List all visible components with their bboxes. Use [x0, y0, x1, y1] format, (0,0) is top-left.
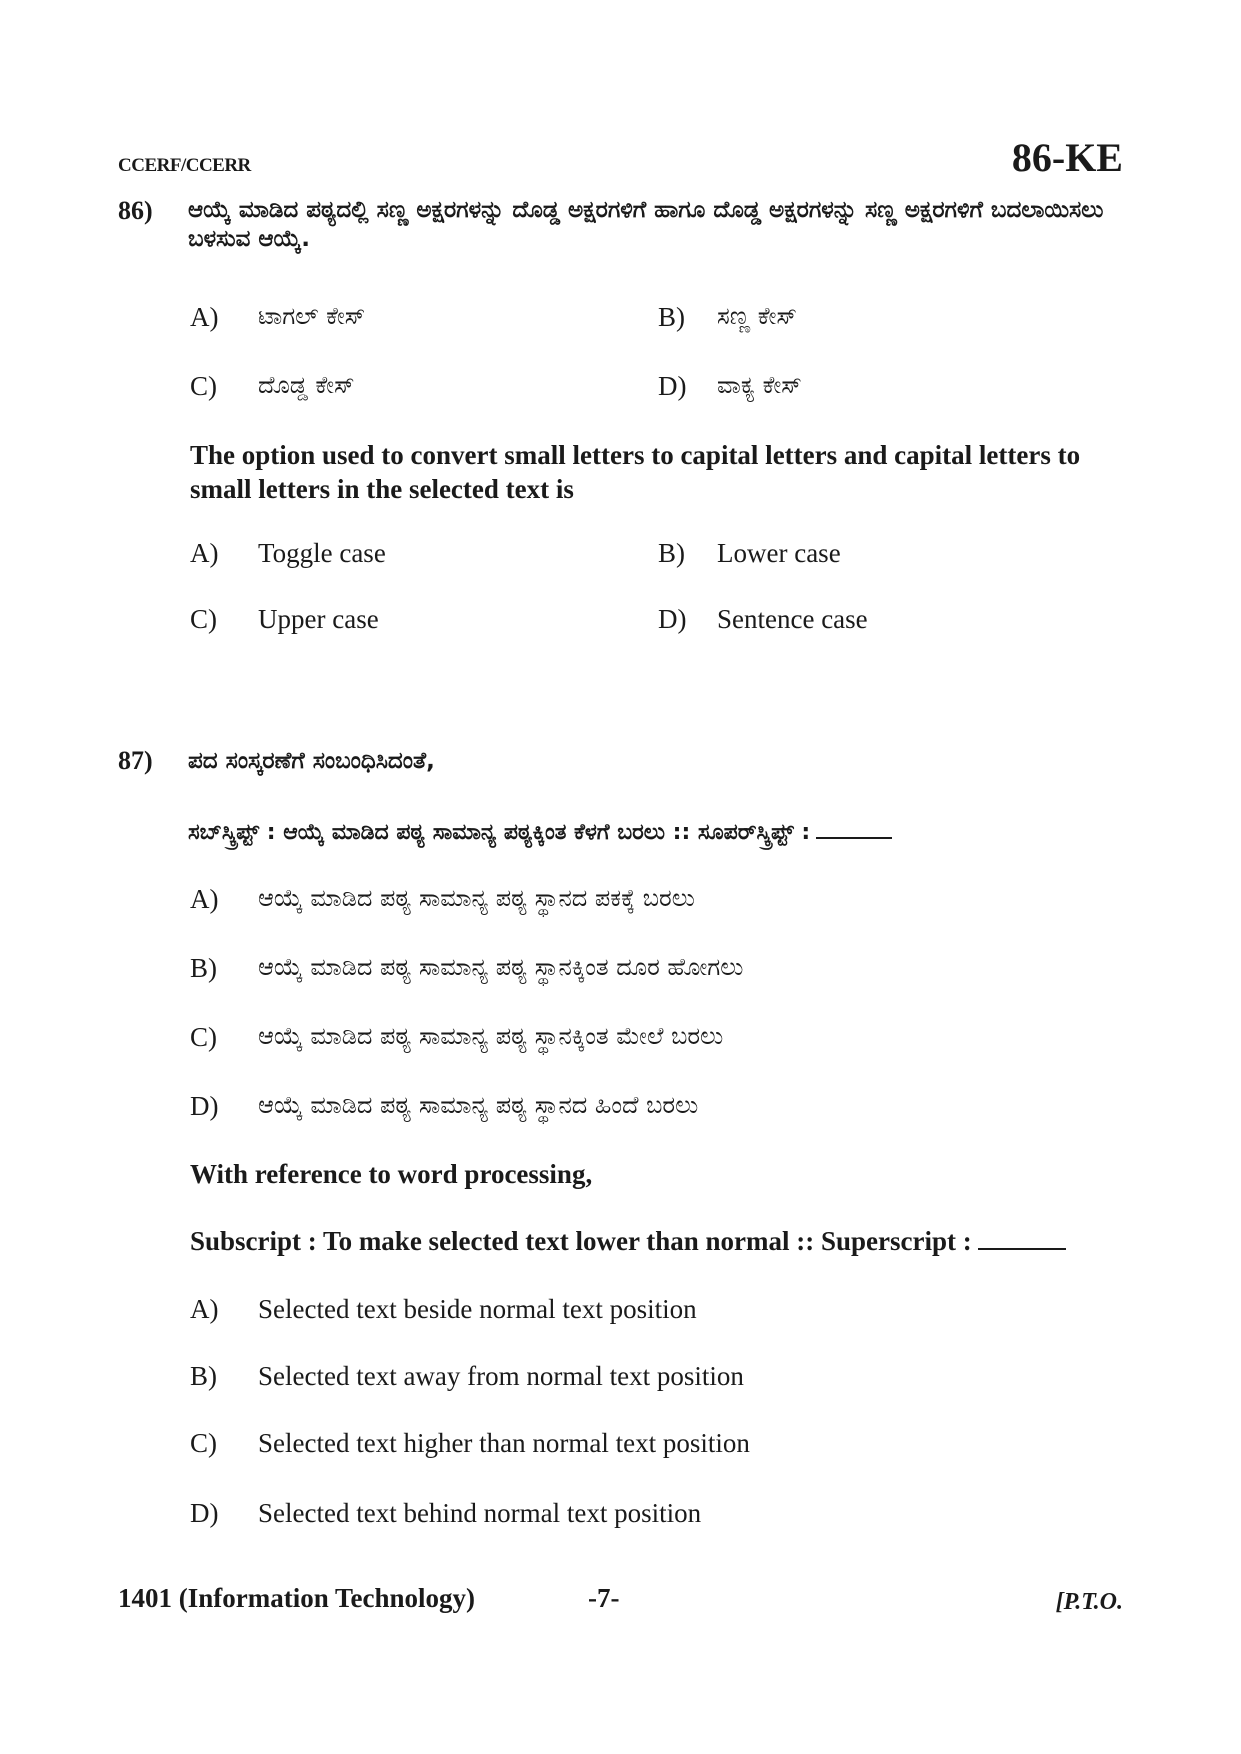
- question-87-number: 87): [118, 746, 153, 775]
- q87-en-option-d-letter: D): [190, 1498, 219, 1528]
- q87-en-option-a-letter: A): [190, 1294, 219, 1324]
- q86-en-option-a-letter: A): [190, 538, 219, 568]
- answer-blank: [816, 815, 892, 839]
- q86-kn-option-d: ವಾಕ್ಯ ಕೇಸ್: [717, 371, 802, 399]
- question-87-kannada-analogy-line: [188, 815, 1123, 845]
- q87-en-option-b: Selected text away from normal text position: [258, 1361, 744, 1391]
- question-87-english-intro: With reference to word processing,: [190, 1159, 593, 1189]
- q86-en-option-c: Upper case: [258, 604, 379, 634]
- q87-en-option-c-letter: C): [190, 1428, 217, 1458]
- q87-en-option-c: Selected text higher than normal text position: [258, 1428, 750, 1458]
- q86-kn-option-a: ಟಾಗಲ್ ಕೇಸ್: [258, 302, 366, 330]
- q86-en-option-b-letter: B): [658, 538, 685, 568]
- q87-kn-option-d: ಆಯ್ಕೆ ಮಾಡಿದ ಪಠ್ಯ ಸಾಮಾನ್ಯ ಪಠ್ಯ ಸ್ಥಾನದ ಹಿಂದೆ ಬರಲು: [258, 1091, 699, 1119]
- paper-code-right: 86-KE: [1011, 135, 1123, 180]
- footer-subject: 1401 (Information Technology): [118, 1583, 476, 1613]
- q86-en-option-b: Lower case: [717, 538, 841, 568]
- q87-kn-option-a: ಆಯ್ಕೆ ಮಾಡಿದ ಪಠ್ಯ ಸಾಮಾನ್ಯ ಪಠ್ಯ ಸ್ಥಾನದ ಪಕಕ್ಕೆ ಬರಲು: [258, 884, 695, 912]
- question-87-kannada-analogy: ಸಬ್‌ಸ್ಕ್ರಿಪ್ಟ್ : ಆಯ್ಕೆ ಮಾಡಿದ ಪಠ್ಯ ಸಾಮಾನ್ಯ ಪಠ್ಯಕ್ಕಿಂತ ಕೆಳಗೆ ಬರಲು :: ಸೂಪರ್‌ಸ್ಕ್ರಿಪ್ಟ್ :: [188, 820, 811, 845]
- q86-en-option-a: Toggle case: [258, 538, 386, 568]
- q86-en-option-d-letter: D): [658, 604, 687, 634]
- footer-pto: [P.T.O.: [1055, 1589, 1123, 1615]
- paper-code-left: CCERF/CCERR: [118, 155, 251, 176]
- q87-kn-option-c-letter: C): [190, 1022, 217, 1052]
- q87-kn-option-a-letter: A): [190, 884, 219, 914]
- q87-kn-option-d-letter: D): [190, 1091, 219, 1121]
- footer-page-number: -7-: [588, 1583, 620, 1613]
- q87-kn-option-c: ಆಯ್ಕೆ ಮಾಡಿದ ಪಠ್ಯ ಸಾಮಾನ್ಯ ಪಠ್ಯ ಸ್ಥಾನಕ್ಕಿಂತ ಮೇಲೆ ಬರಲು: [258, 1022, 724, 1050]
- q87-kn-option-b: ಆಯ್ಕೆ ಮಾಡಿದ ಪಠ್ಯ ಸಾಮಾನ್ಯ ಪಠ್ಯ ಸ್ಥಾನಕ್ಕಿಂತ ದೂರ ಹೋಗಲು: [258, 953, 744, 981]
- question-87-english-analogy: Subscript : To make selected text lower than normal :: Superscript :: [190, 1226, 972, 1256]
- q87-kn-option-b-letter: B): [190, 953, 217, 983]
- q86-kn-option-a-letter: A): [190, 302, 219, 332]
- q86-kn-option-d-letter: D): [658, 371, 687, 401]
- q86-en-option-c-letter: C): [190, 604, 217, 634]
- question-86-number: 86): [118, 196, 153, 225]
- q86-kn-option-b: ಸಣ್ಣ ಕೇಸ್: [717, 302, 797, 330]
- q87-en-option-a: Selected text beside normal text position: [258, 1294, 697, 1324]
- q86-kn-option-c: ದೊಡ್ಡ ಕೇಸ್: [258, 371, 355, 399]
- q87-en-option-d: Selected text behind normal text position: [258, 1498, 702, 1528]
- q86-kn-option-c-letter: C): [190, 371, 217, 401]
- q86-kn-option-b-letter: B): [658, 302, 685, 332]
- question-86-kannada-text: ಆಯ್ಕೆ ಮಾಡಿದ ಪಠ್ಯದಲ್ಲಿ ಸಣ್ಣ ಅಕ್ಷರಗಳನ್ನು ದೊಡ್ಡ ಅಕ್ಷರಗಳಿಗೆ ಹಾಗೂ ದೊಡ್ಡ ಅಕ್ಷರಗಳನ್ನು ಸಣ್ಣ ಅಕ್ಷರಗಳಿಗೆ ಬದಲಾಯಿಸಲು ಬಳಸುವ ಆಯ್ಕೆ.: [188, 197, 1104, 252]
- answer-blank: [978, 1226, 1066, 1250]
- question-87-english-analogy-line: [190, 1226, 1122, 1257]
- q86-en-option-d: Sentence case: [717, 604, 868, 634]
- question-86-english-text: The option used to convert small letters to capital letters and capital letters to small letters in the selected text is: [190, 440, 1081, 504]
- q87-en-option-b-letter: B): [190, 1361, 217, 1391]
- question-87-kannada-intro: ಪದ ಸಂಸ್ಕರಣೆಗೆ ಸಂಬಂಧಿಸಿದಂತೆ,: [188, 748, 435, 774]
